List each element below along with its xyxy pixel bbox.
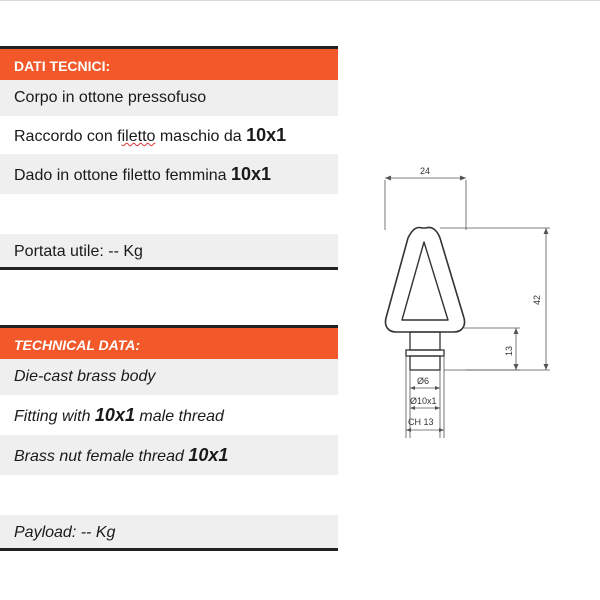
italian-line-nut-size: 10x1 bbox=[231, 164, 272, 184]
dim-width-label: 24 bbox=[420, 166, 431, 176]
italian-line-fitting bbox=[0, 116, 338, 154]
english-line-nut bbox=[0, 435, 338, 475]
dim-height-label: 42 bbox=[532, 294, 542, 305]
nut bbox=[406, 350, 444, 356]
italian-spec-section bbox=[0, 46, 338, 270]
english-line-fitting bbox=[0, 395, 338, 435]
english-line-nut-prefix: Brass nut female thread bbox=[14, 448, 189, 465]
italian-line-fitting-prefix: Raccordo con f bbox=[14, 128, 122, 145]
loop-inner bbox=[402, 242, 448, 320]
english-header: TECHNICAL DATA: bbox=[0, 325, 338, 359]
english-payload: Payload: -- Kg bbox=[0, 515, 338, 551]
technical-drawing bbox=[370, 160, 570, 450]
dim-stem-label: 13 bbox=[504, 345, 514, 356]
stem-upper bbox=[410, 332, 440, 350]
dim-thread-label: Ø10x1 bbox=[410, 396, 437, 406]
english-line-fitting-suffix: male thread bbox=[134, 408, 224, 425]
italian-line-fitting-size: 10x1 bbox=[246, 125, 287, 145]
italian-line-nut-prefix: Dado in ottone filetto femmina bbox=[14, 167, 232, 184]
english-line-fitting-size: 10x1 bbox=[94, 405, 135, 425]
italian-header: DATI TECNICI: bbox=[0, 46, 338, 80]
italian-payload: Portata utile: -- Kg bbox=[0, 234, 338, 270]
english-spec-section bbox=[0, 325, 338, 551]
italian-line-body: Corpo in ottone pressofuso bbox=[0, 80, 338, 116]
english-line-body: Die-cast brass body bbox=[0, 359, 338, 395]
italian-line-nut bbox=[0, 154, 338, 194]
spellcheck-word: iletto bbox=[121, 128, 156, 145]
dim-d6-label: Ø6 bbox=[417, 376, 430, 386]
top-divider bbox=[0, 0, 600, 1]
english-line-nut-size: 10x1 bbox=[188, 445, 229, 465]
dim-nut-label: CH 13 bbox=[408, 417, 434, 427]
italian-line-fitting-mid: maschio da bbox=[155, 128, 247, 145]
thread bbox=[410, 356, 440, 370]
english-line-fitting-prefix: Fitting with bbox=[14, 408, 95, 425]
